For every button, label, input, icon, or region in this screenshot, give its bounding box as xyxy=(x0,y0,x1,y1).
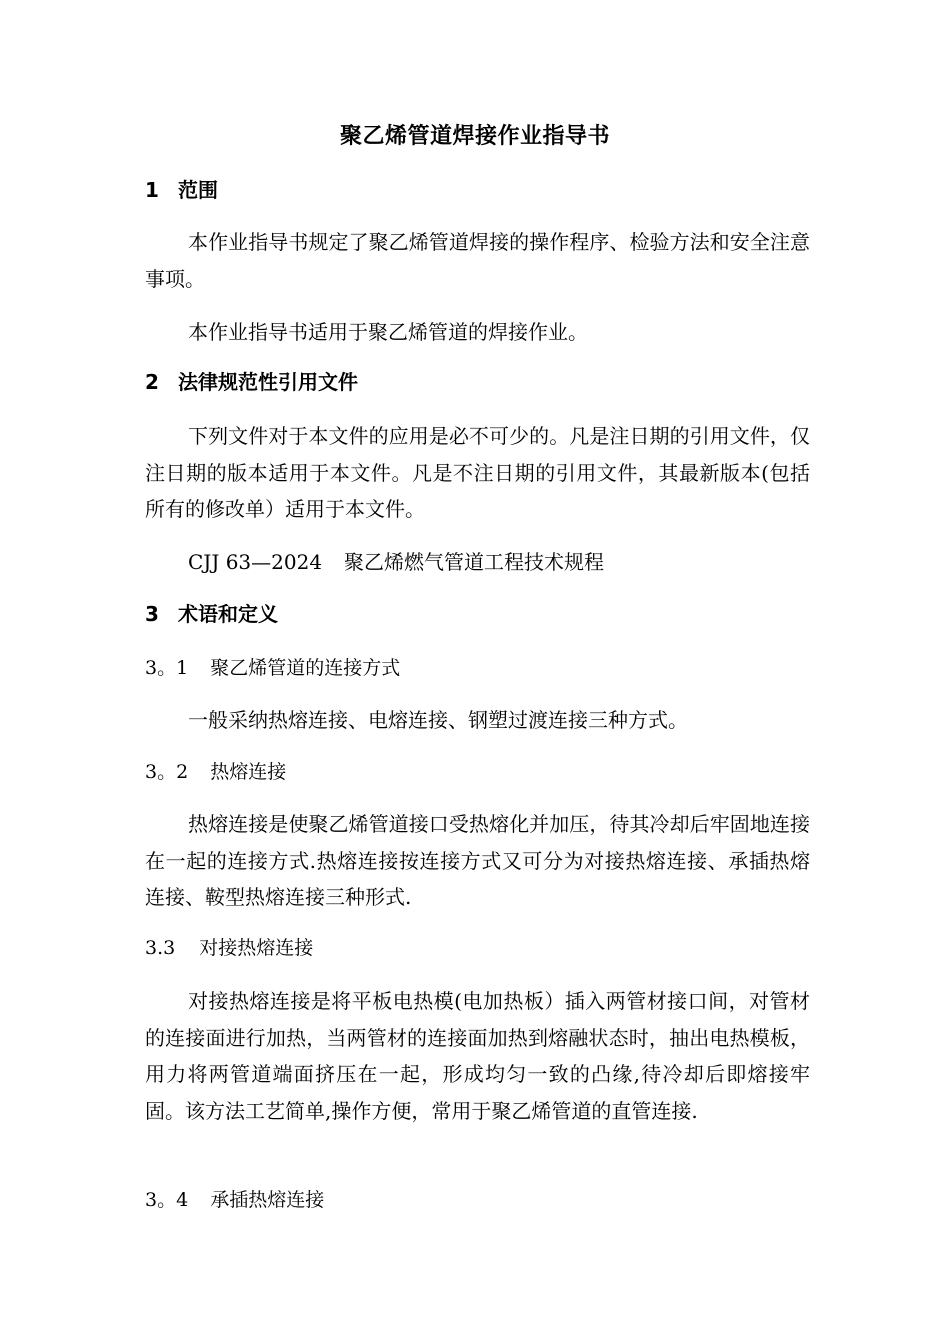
section-2-number: 2 xyxy=(145,370,159,394)
section-2-paragraph-1: 下列文件对于本文件的应用是必不可少的。凡是注日期的引用文件，仅注日期的版本适用于本文件。凡是不注日期的引用文件，其最新版本(包括所有的修改单）适用于本文件。 xyxy=(145,424,810,521)
subsection-3-1-title: 聚乙烯管道的连接方式 xyxy=(210,657,401,679)
section-3-heading xyxy=(145,600,278,628)
normative-reference xyxy=(188,548,604,576)
subsection-3-4-number: 3。4 xyxy=(145,1189,189,1211)
subsection-3-4-title: 承插热熔连接 xyxy=(210,1189,325,1211)
subsection-3-2-title: 热熔连接 xyxy=(210,761,287,783)
subsection-3-1-number: 3。1 xyxy=(145,657,189,679)
subsection-3-4-heading xyxy=(145,1186,324,1214)
subsection-3-1-heading xyxy=(145,654,400,682)
subsection-3-2-number: 3。2 xyxy=(145,761,189,783)
section-3-title: 术语和定义 xyxy=(178,602,278,626)
subsection-3-1-paragraph: 一般采纳热熔连接、电熔连接、钢塑过渡连接三种方式。 xyxy=(188,708,688,732)
subsection-3-3-paragraph: 对接热熔连接是将平板电热模(电加热板）插入两管材接口间，对管材的连接面进行加热，当两管材的连接面加热到熔融状态时，抽出电热模板，用力将两管道端面挤压在一起，形成均匀一致的凸缘,待冷却后即熔接牢固。该方法工艺简单,操作方便，常用于聚乙烯管道的直管连接. xyxy=(145,989,810,1123)
section-2-heading xyxy=(145,368,358,396)
reference-title: 聚乙烯燃气管道工程技术规程 xyxy=(344,550,605,574)
section-1-number: 1 xyxy=(145,178,159,202)
section-1-title: 范围 xyxy=(178,178,218,202)
section-1-heading xyxy=(145,176,218,204)
subsection-3-3-number: 3.3 xyxy=(145,937,176,959)
section-3-number: 3 xyxy=(145,602,159,626)
subsection-3-3-title: 对接热熔连接 xyxy=(199,937,314,959)
subsection-3-3-heading xyxy=(145,934,313,962)
subsection-3-2-paragraph: 热熔连接是使聚乙烯管道接口受热熔化并加压，待其冷却后牢固地连接在一起的连接方式.热熔连接按连接方式又可分为对接热熔连接、承插热熔连接、鞍型热熔连接三种形式. xyxy=(145,812,810,909)
section-2-title: 法律规范性引用文件 xyxy=(178,370,358,394)
reference-code: CJJ 63—2024 xyxy=(188,550,323,574)
document-title: 聚乙烯管道焊接作业指导书 xyxy=(339,124,610,149)
section-1-paragraph-1: 本作业指导书规定了聚乙烯管道焊接的操作程序、检验方法和安全注意事项。 xyxy=(145,230,810,291)
section-1-paragraph-2: 本作业指导书适用于聚乙烯管道的焊接作业。 xyxy=(188,320,588,344)
subsection-3-2-heading xyxy=(145,758,286,786)
